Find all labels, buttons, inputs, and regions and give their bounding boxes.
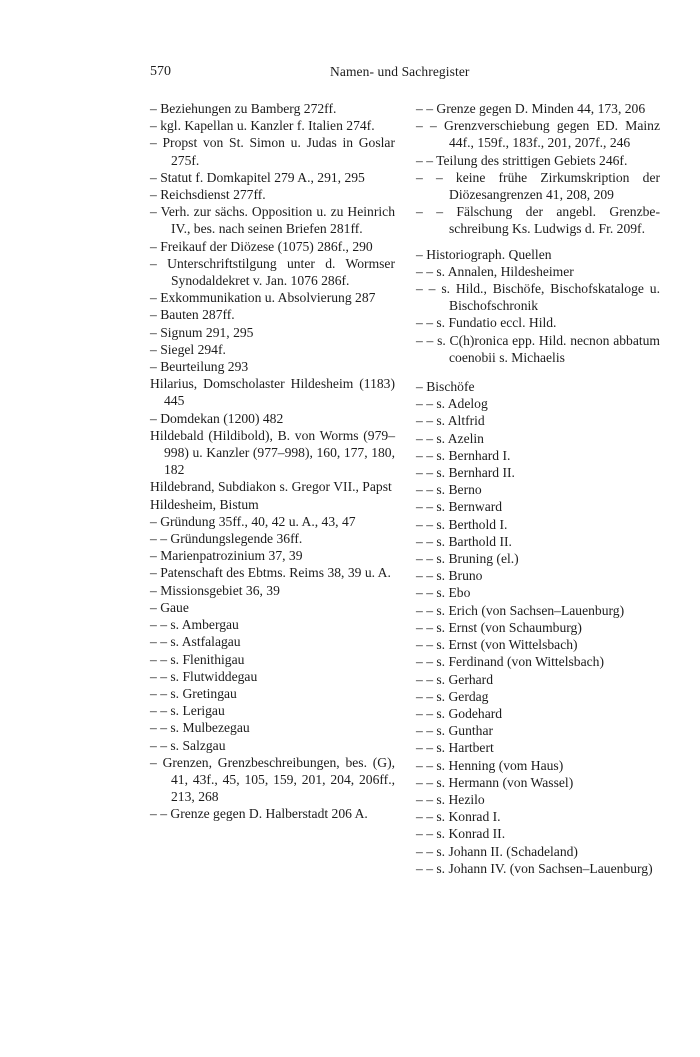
index-entry: – – s. Bernward: [416, 499, 503, 515]
index-entry: – – s. Godehard: [416, 705, 503, 721]
index-entry: Hildebrand, Subdiakon s. Gregor VII., Papst: [150, 479, 392, 495]
index-entry: – – s. Hezilo: [416, 791, 485, 807]
index-entry: – – s. Berno: [416, 482, 482, 498]
index-entry: – – Gründungslegende 36ff.: [150, 531, 303, 547]
index-entry: – – s. Flenithigau: [150, 651, 245, 667]
index-entry: Hildebald (Hildibold), B. von Worms (979–998) u. Kanzler (977–998), 160, 177, 180, 182: [150, 427, 395, 478]
running-title: Namen- und Sachregister: [330, 64, 470, 79]
index-entry: Hildesheim, Bistum: [150, 496, 259, 512]
index-entry: – – s. Gerhard: [416, 671, 494, 687]
index-entry: – – s. Astfalagau: [150, 634, 241, 650]
index-entry: Hilarius, Domscholaster Hildesheim (1183) 445: [150, 376, 395, 409]
index-entry: – – s. Ernst (von Schaumburg): [416, 619, 582, 635]
index-column-left: [150, 100, 395, 823]
index-entry: – Unterschriftstilgung unter d. Wormser Synodaldekret v. Jan. 1076 286f.: [150, 255, 395, 289]
index-entry: – – s. Bernhard II.: [416, 465, 515, 481]
index-entry: – – s. Gerdag: [416, 688, 489, 704]
index-entry: – Siegel 294f.: [150, 341, 226, 357]
index-entry: – Statut f. Domkapitel 279 A., 291, 295: [150, 169, 365, 185]
index-entry: – – Grenzverschiebung gegen ED. Mainz 44f., 159f., 183f., 201, 207f., 246: [416, 118, 660, 151]
index-entry: – – s. Ambergau: [150, 617, 239, 633]
index-entry: – – s. Fundatio eccl. Hild.: [416, 315, 557, 331]
index-entry: – Reichsdienst 277ff.: [150, 187, 266, 203]
index-entry: – Gründung 35ff., 40, 42 u. A., 43, 47: [150, 513, 356, 529]
index-entry: – – s. Hartbert: [416, 740, 494, 756]
index-entry: – – s. Lerigau: [150, 703, 225, 719]
index-entry: – – s. Gunthar: [416, 723, 494, 739]
index-entry: – Exkommunikation u. Absolvierung 287: [150, 290, 376, 306]
index-entry: – – s. Azelin: [416, 430, 484, 446]
index-entry: – Signum 291, 295: [150, 324, 254, 340]
index-entry: – – s. Johann IV. (von Sachsen–Lauenburg): [416, 860, 653, 876]
index-entry: – – s. Adelog: [416, 396, 488, 412]
index-entry: – – s. Hermann (von Wassel): [416, 774, 574, 790]
page-number: 570: [150, 64, 171, 79]
index-entry: – Freikauf der Diözese (1075) 286f., 290: [150, 238, 373, 254]
index-entry: – – s. Bernhard I.: [416, 447, 511, 463]
index-entry: – Gaue: [150, 599, 189, 615]
index-entry: – Domdekan (1200) 482: [150, 410, 284, 426]
index-entry: – – s. Flutwiddegau: [150, 668, 258, 684]
index-entry: – Marienpatrozinium 37, 39: [150, 548, 303, 564]
index-entry: – Beziehungen zu Bamberg 272ff.: [150, 101, 337, 116]
index-entry: – – s. Erich (von Sachsen–Lauenburg): [416, 602, 625, 618]
index-entry: – – Grenze gegen D. Minden 44, 173, 206: [416, 101, 646, 116]
index-entry: – – s. Mulbezegau: [150, 720, 250, 736]
index-entry: – Historiograph. Quellen: [416, 246, 552, 262]
index-entry: – – s. C(h)ronica epp. Hild. necnon abbatum coenobii s. Michaelis: [416, 332, 660, 365]
index-entry: – Verh. zur sächs. Opposition u. zu Heinrich IV., bes. nach seinen Briefen 281ff.: [150, 204, 395, 237]
index-entry: – Missionsgebiet 36, 39: [150, 582, 280, 598]
index-entry: – – s. Bruning (el.): [416, 551, 519, 567]
index-entry: – kgl. Kapellan u. Kanzler f. Italien 274f.: [150, 118, 375, 134]
index-entry: – – s. Konrad II.: [416, 826, 506, 842]
index-entry: – – s. Ferdinand (von Wittelsbach): [416, 654, 604, 670]
index-entry: – – keine frühe Zirkumskription der Diözesangrenzen 41, 208, 209: [416, 169, 660, 203]
index-entry: – – s. Bruno: [416, 568, 483, 584]
index-entry: – – s. Berthold I.: [416, 516, 508, 532]
index-entry: – – s. Gretingau: [150, 685, 237, 701]
index-entry: – – Teilung des strittigen Gebiets 246f.: [416, 152, 628, 168]
index-entry: – – s. Henning (vom Haus): [416, 757, 564, 773]
index-entry: – – s. Konrad I.: [416, 809, 501, 825]
index-entry: – – s. Altfrid: [416, 413, 485, 429]
index-entry: – – s. Salzgau: [150, 737, 226, 753]
page-header: [0, 64, 700, 84]
index-entry: – – s. Annalen, Hildesheimer: [416, 263, 574, 279]
index-entry: – Propst von St. Simon u. Judas in Goslar 275f.: [150, 135, 395, 168]
index-entry: – – s. Barthold II.: [416, 533, 512, 549]
index-column-right: [416, 100, 660, 877]
index-entry: – – s. Johann II. (Schadeland): [416, 843, 578, 859]
index-entry: – – s. Hild., Bischöfe, Bischofskataloge u. Bischofschronik: [416, 281, 660, 314]
index-entry: – Beurteilung 293: [150, 359, 249, 375]
index-entry: – Grenzen, Grenzbeschreibungen, bes. (G), 41, 43f., 45, 105, 159, 201, 204, 206ff., 213, 268: [150, 754, 395, 805]
index-entry: – – Grenze gegen D. Halberstadt 206 A.: [150, 806, 368, 822]
index-entry: – Patenschaft des Ebtms. Reims 38, 39 u. A.: [150, 565, 391, 581]
index-entry: – – s. Ernst (von Wittelsbach): [416, 637, 578, 653]
index-entry: – Bauten 287ff.: [150, 307, 235, 323]
index-entry: – Bischöfe: [416, 379, 475, 395]
index-entry: – – s. Ebo: [416, 585, 471, 601]
index-entry: – – Fälschung der angebl. Grenzbeschreibung Ks. Ludwigs d. Fr. 209f.: [416, 204, 660, 237]
